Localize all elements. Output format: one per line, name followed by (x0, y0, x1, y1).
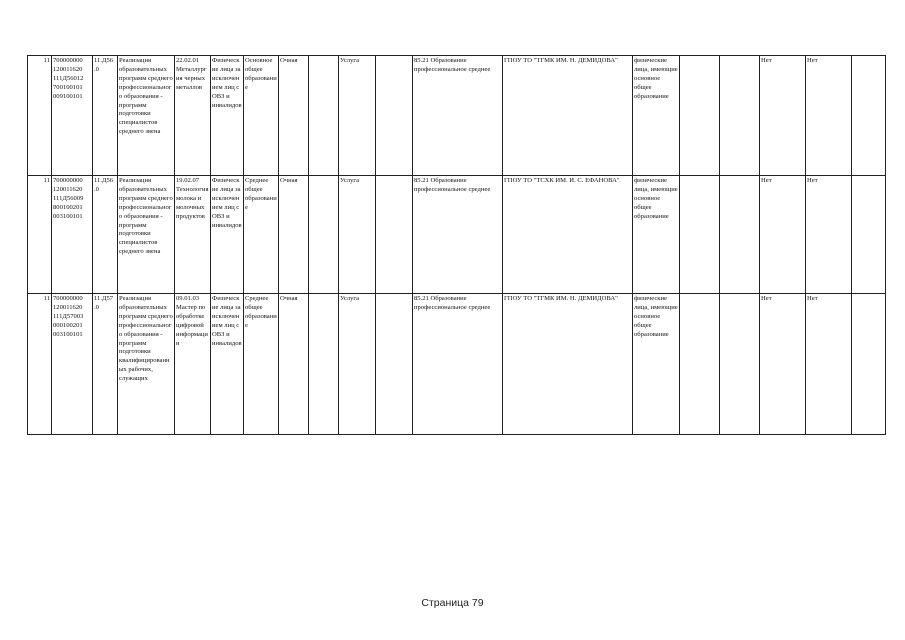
education-level: Среднее общее образование (244, 176, 279, 294)
empty-cell (309, 294, 339, 435)
flag-1: Нет (760, 176, 806, 294)
service-type: Услуга (339, 56, 376, 176)
education-level: Среднее общее образование (244, 294, 279, 435)
empty-cell (720, 294, 760, 435)
table-row (28, 56, 886, 176)
empty-cell (309, 56, 339, 176)
registry-code: 700000000 120011620 111Д56012 700100101 009100101 (52, 56, 93, 176)
service-type: Услуга (339, 294, 376, 435)
consumers: физические лица, имеющие основное общее образование (633, 294, 680, 435)
empty-cell (376, 294, 413, 435)
service-name: Реализация образовательных программ среднего профессионального образования - программ подготовки квалифицированных рабочих, служащих (118, 294, 175, 435)
registry-table (27, 55, 886, 435)
institution: ГПОУ ТО "ТСХК ИМ. И. С. ЕФАНОВА" (503, 176, 633, 294)
spec-code: 11.Д56 .0 (93, 176, 118, 294)
registry-code: 700000000 120011620 111Д56009 800100201 003100101 (52, 176, 93, 294)
empty-cell (680, 56, 720, 176)
institution: ГПОУ ТО "ТГМК ИМ. Н. ДЕМИДОВА" (503, 294, 633, 435)
row-number: 11 (28, 294, 52, 435)
row-number: 11 (28, 56, 52, 176)
spec-code: 11.Д56 .0 (93, 56, 118, 176)
education-level: Основное общее образование (244, 56, 279, 176)
flag-2: Нет (806, 56, 852, 176)
page-number: Страница 79 (421, 597, 484, 609)
empty-cell (852, 294, 886, 435)
specialty: 22.02.01 Металлургия черных металлов (175, 56, 211, 176)
consumer-category: Физические лица за исключением лиц с ОВЗ и инвалидов (211, 176, 244, 294)
table-row (28, 294, 886, 435)
flag-2: Нет (806, 294, 852, 435)
okved: 85.21 Образование профессиональное среднее (413, 294, 503, 435)
consumer-category: Физические лица за исключением лиц с ОВЗ и инвалидов (211, 294, 244, 435)
specialty: 09.01.03 Мастер по обработке цифровой информации (175, 294, 211, 435)
table-row (28, 176, 886, 294)
education-form: Очная (279, 294, 309, 435)
service-type: Услуга (339, 176, 376, 294)
specialty: 19.02.07 Технология молока и молочных продуктов (175, 176, 211, 294)
consumer-category: Физические лица за исключением лиц с ОВЗ и инвалидов (211, 56, 244, 176)
education-form: Очная (279, 176, 309, 294)
empty-cell (376, 176, 413, 294)
flag-2: Нет (806, 176, 852, 294)
empty-cell (376, 56, 413, 176)
flag-1: Нет (760, 294, 806, 435)
empty-cell (852, 176, 886, 294)
okved: 85.21 Образование профессиональное среднее (413, 176, 503, 294)
institution: ГПОУ ТО "ТГМК ИМ. Н. ДЕМИДОВА" (503, 56, 633, 176)
empty-cell (720, 176, 760, 294)
okved: 85.21 Образование профессиональное среднее (413, 56, 503, 176)
consumers: физические лица, имеющие основное общее образование (633, 56, 680, 176)
flag-1: Нет (760, 56, 806, 176)
empty-cell (680, 176, 720, 294)
service-name: Реализация образовательных программ среднего профессионального образования - программ подготовки специалистов среднего звена (118, 56, 175, 176)
education-form: Очная (279, 56, 309, 176)
empty-cell (680, 294, 720, 435)
service-name: Реализация образовательных программ среднего профессионального образования - программ подготовки специалистов среднего звена (118, 176, 175, 294)
spec-code: 11.Д57 .0 (93, 294, 118, 435)
empty-cell (309, 176, 339, 294)
consumers: физические лица, имеющие основное общее образование (633, 176, 680, 294)
empty-cell (720, 56, 760, 176)
registry-code: 700000000 120011620 111Д57003 000100201 003100101 (52, 294, 93, 435)
empty-cell (852, 56, 886, 176)
row-number: 11 (28, 176, 52, 294)
